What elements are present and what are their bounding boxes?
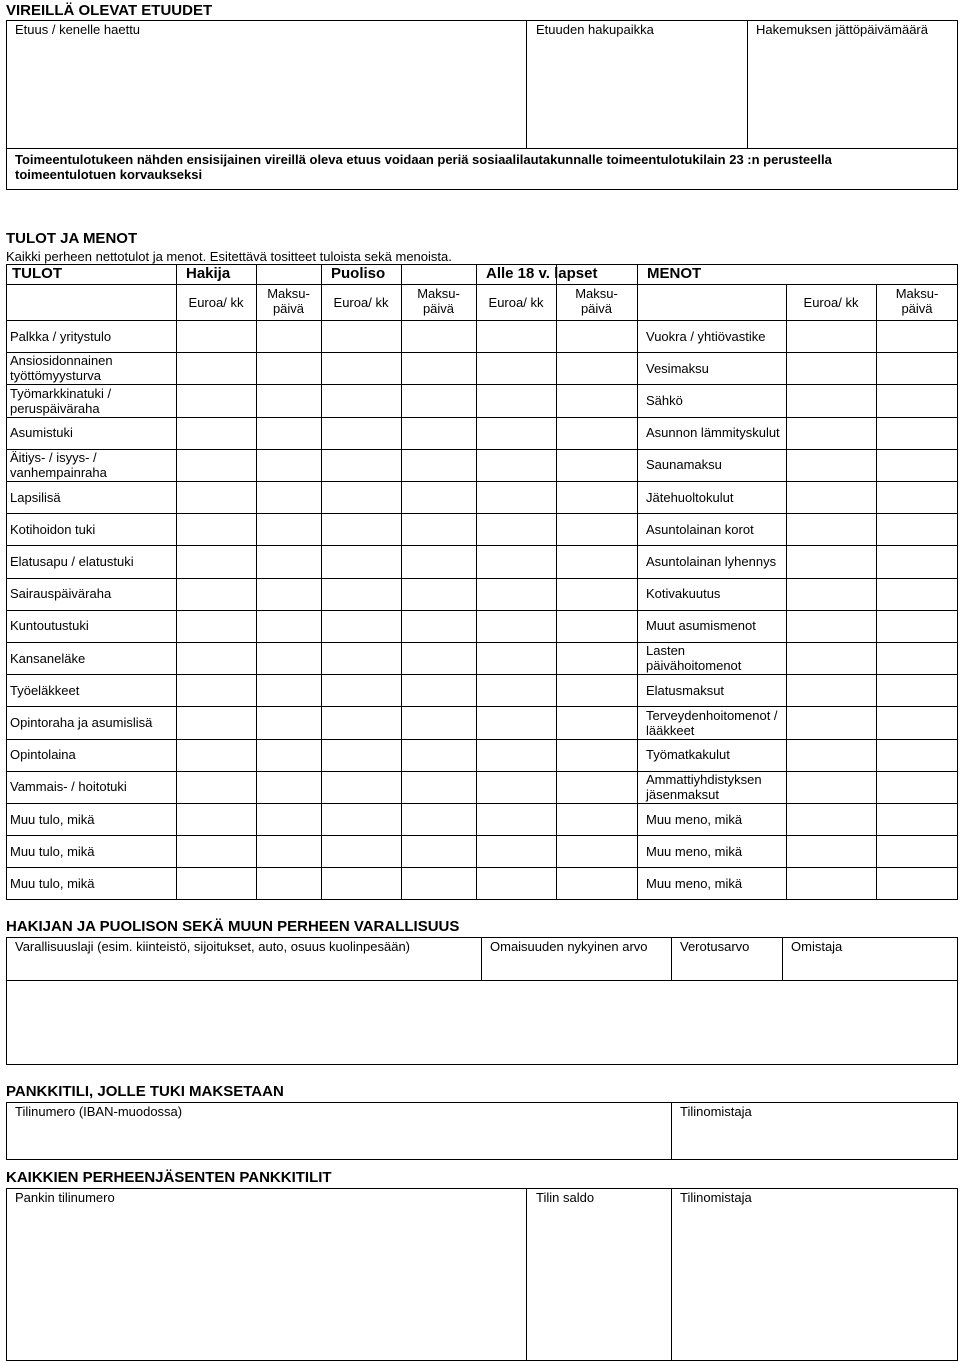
expense-amount-cell[interactable] — [877, 868, 957, 898]
income-amount-cell[interactable] — [477, 353, 555, 383]
expense-amount-cell[interactable] — [877, 804, 957, 834]
hakija-euroa: Euroa/ kk — [188, 295, 244, 310]
puoliso-euroa: Euroa/ kk — [333, 295, 389, 310]
expense-amount-cell[interactable] — [787, 740, 875, 770]
income-amount-cell[interactable] — [402, 740, 475, 770]
income-amount-cell[interactable] — [322, 385, 400, 415]
income-amount-cell[interactable] — [477, 804, 555, 834]
income-amount-cell[interactable] — [322, 546, 400, 576]
expense-row-label: Asuntolainan korot — [646, 521, 754, 537]
income-amount-cell[interactable] — [477, 546, 555, 576]
income-amount-cell[interactable] — [402, 450, 475, 480]
expense-row-label: Kotivakuutus — [646, 586, 721, 602]
income-row-label: Vammais- / hoitotuki — [10, 779, 127, 795]
income-amount-cell[interactable] — [177, 514, 255, 544]
income-amount-cell[interactable] — [177, 482, 255, 512]
income-row-label: Muu tulo, mikä — [10, 811, 95, 827]
income-amount-cell[interactable] — [257, 450, 320, 480]
income-amount-cell[interactable] — [557, 514, 636, 544]
income-row-label: Asumistuki — [10, 425, 73, 441]
hakija-maksupaiva: Maksu- päivä — [267, 286, 310, 316]
income-subtitle: Kaikki perheen nettotulot ja menot. Esitettävä tositteet tuloista sekä menoista. — [6, 249, 452, 264]
expense-amount-cell[interactable] — [787, 353, 875, 383]
income-row-label: Työeläkkeet — [10, 682, 80, 698]
income-amount-cell[interactable] — [257, 643, 320, 673]
income-amount-cell[interactable] — [177, 643, 255, 673]
expense-amount-cell[interactable] — [787, 836, 875, 866]
income-amount-cell[interactable] — [322, 514, 400, 544]
income-amount-cell[interactable] — [402, 836, 475, 866]
pending-title: VIREILLÄ OLEVAT ETUUDET — [6, 2, 213, 19]
income-amount-cell[interactable] — [322, 643, 400, 673]
expense-amount-cell[interactable] — [787, 514, 875, 544]
income-amount-cell[interactable] — [557, 804, 636, 834]
income-amount-cell[interactable] — [402, 482, 475, 512]
pending-date-input[interactable] — [750, 40, 956, 146]
expense-row-label: Muu meno, mikä — [646, 843, 743, 859]
expense-row-label: Muu meno, mikä — [646, 811, 743, 827]
assets-col-tax: Verotusarvo — [680, 939, 750, 954]
expense-row-label: Terveydenhoitomenot / lääkkeet — [646, 707, 778, 738]
income-amount-cell[interactable] — [322, 353, 400, 383]
income-amount-cell[interactable] — [257, 482, 320, 512]
income-row-label: Ansiosidonnainen työttömyysturva — [10, 353, 113, 384]
income-row-label: Lapsilisä — [10, 489, 61, 505]
income-amount-cell[interactable] — [177, 385, 255, 415]
income-amount-cell[interactable] — [177, 707, 255, 737]
income-amount-cell[interactable] — [177, 450, 255, 480]
income-amount-cell[interactable] — [257, 707, 320, 737]
income-amount-cell[interactable] — [177, 611, 255, 641]
income-row-label: Muu tulo, mikä — [10, 876, 95, 891]
expense-amount-cell[interactable] — [877, 514, 957, 544]
income-amount-cell[interactable] — [402, 418, 475, 448]
income-amount-cell[interactable] — [322, 868, 400, 898]
income-row-label: Kuntoutustuki — [10, 618, 89, 634]
income-amount-cell[interactable] — [257, 836, 320, 866]
income-amount-cell[interactable] — [257, 579, 320, 609]
assets-col-value: Omaisuuden nykyinen arvo — [490, 939, 648, 954]
income-amount-cell[interactable] — [322, 611, 400, 641]
allbank-col-owner: Tilinomistaja — [680, 1190, 752, 1205]
assets-col-owner: Omistaja — [791, 939, 843, 954]
allbank-owner-input[interactable] — [674, 1208, 956, 1358]
income-amount-cell[interactable] — [557, 707, 636, 737]
expense-row-label: Muut asumismenot — [646, 618, 756, 634]
allbank-title: KAIKKIEN PERHEENJÄSENTEN PANKKITILIT — [6, 1169, 332, 1186]
expense-row-label: Lasten päivähoitomenot — [646, 643, 742, 674]
puoliso-maksupaiva: Maksu- päivä — [417, 286, 460, 316]
expense-row-label: Asuntolainan lyhennys — [646, 554, 777, 569]
bank-title: PANKKITILI, JOLLE TUKI MAKSETAAN — [6, 1083, 284, 1100]
income-h-tulot: TULOT — [12, 265, 62, 282]
expense-amount-cell[interactable] — [877, 707, 957, 737]
income-amount-cell[interactable] — [322, 579, 400, 609]
income-amount-cell[interactable] — [322, 450, 400, 480]
assets-type-input[interactable] — [8, 958, 478, 978]
income-amount-cell[interactable] — [402, 675, 475, 705]
expense-amount-cell[interactable] — [877, 579, 957, 609]
expense-amount-cell[interactable] — [877, 772, 957, 802]
income-amount-cell[interactable] — [477, 740, 555, 770]
income-amount-cell[interactable] — [177, 772, 255, 802]
income-amount-cell[interactable] — [557, 579, 636, 609]
income-row-label: Työmarkkinatuki / peruspäiväraha — [10, 385, 112, 416]
allbank-col-balance: Tilin saldo — [536, 1190, 595, 1205]
income-amount-cell[interactable] — [177, 418, 255, 448]
income-amount-cell[interactable] — [557, 643, 636, 673]
income-amount-cell[interactable] — [402, 514, 475, 544]
income-amount-cell[interactable] — [557, 836, 636, 866]
income-amount-cell[interactable] — [257, 675, 320, 705]
income-amount-cell[interactable] — [177, 836, 255, 866]
bank-owner-input[interactable] — [674, 1122, 956, 1157]
income-amount-cell[interactable] — [177, 546, 255, 576]
income-row-label: Opintoraha ja asumislisä — [10, 715, 153, 730]
pending-place-input[interactable] — [530, 40, 744, 146]
income-amount-cell[interactable] — [177, 868, 255, 898]
assets-tax-input[interactable] — [674, 958, 780, 978]
income-amount-cell[interactable] — [557, 611, 636, 641]
income-amount-cell[interactable] — [322, 804, 400, 834]
income-row-label: Äitiys- / isyys- / vanhempainraha — [10, 449, 107, 480]
income-amount-cell[interactable] — [257, 353, 320, 383]
income-row-label: Sairauspäiväraha — [10, 586, 112, 602]
income-amount-cell[interactable] — [322, 707, 400, 737]
bank-iban-input[interactable] — [8, 1122, 668, 1157]
lapset-maksupaiva: Maksu- päivä — [575, 286, 618, 316]
expense-row-label: Elatusmaksut — [646, 682, 725, 698]
income-amount-cell[interactable] — [402, 707, 475, 737]
income-amount-cell[interactable] — [322, 482, 400, 512]
bank-col-iban: Tilinumero (IBAN-muodossa) — [15, 1104, 183, 1119]
expense-amount-cell[interactable] — [787, 482, 875, 512]
assets-col-type: Varallisuuslaji (esim. kiinteistö, sijoitukset, auto, osuus kuolinpesään) — [15, 939, 411, 954]
income-h-menot: MENOT — [647, 265, 702, 282]
expense-amount-cell[interactable] — [787, 772, 875, 802]
income-amount-cell[interactable] — [477, 707, 555, 737]
expense-amount-cell[interactable] — [787, 321, 875, 351]
pending-col-date: Hakemuksen jättöpäivämäärä — [756, 22, 928, 37]
expense-row-label: Asunnon lämmityskulut — [646, 425, 780, 441]
income-amount-cell[interactable] — [557, 868, 636, 898]
expense-amount-cell[interactable] — [877, 321, 957, 351]
income-amount-cell[interactable] — [177, 353, 255, 383]
income-row-label: Palkka / yritystulo — [10, 328, 112, 344]
expense-amount-cell[interactable] — [877, 450, 957, 480]
expense-amount-cell[interactable] — [787, 643, 875, 673]
income-row-label: Muu tulo, mikä — [10, 843, 95, 859]
expense-row-label: Saunamaksu — [646, 457, 722, 473]
expense-amount-cell[interactable] — [787, 579, 875, 609]
income-amount-cell[interactable] — [177, 740, 255, 770]
income-amount-cell[interactable] — [402, 546, 475, 576]
income-amount-cell[interactable] — [257, 611, 320, 641]
income-amount-cell[interactable] — [477, 482, 555, 512]
expense-amount-cell[interactable] — [877, 611, 957, 641]
income-amount-cell[interactable] — [557, 772, 636, 802]
expense-amount-cell[interactable] — [877, 353, 957, 383]
expense-amount-cell[interactable] — [787, 611, 875, 641]
income-amount-cell[interactable] — [557, 482, 636, 512]
income-h-hakija: Hakija — [186, 265, 231, 282]
income-amount-cell[interactable] — [322, 418, 400, 448]
income-amount-cell[interactable] — [477, 836, 555, 866]
income-amount-cell[interactable] — [257, 385, 320, 415]
expense-row-label: Muu meno, mikä — [646, 876, 743, 891]
income-amount-cell[interactable] — [402, 353, 475, 383]
expense-row-label: Vesimaksu — [646, 360, 709, 376]
income-amount-cell[interactable] — [322, 321, 400, 351]
income-amount-cell[interactable] — [557, 353, 636, 383]
income-amount-cell[interactable] — [477, 868, 555, 898]
pending-col-place: Etuuden hakupaikka — [536, 22, 654, 37]
income-amount-cell[interactable] — [402, 868, 475, 898]
expense-amount-cell[interactable] — [787, 675, 875, 705]
income-amount-cell[interactable] — [402, 579, 475, 609]
income-row-label: Elatusapu / elatustuki — [10, 554, 134, 569]
income-amount-cell[interactable] — [177, 804, 255, 834]
expense-amount-cell[interactable] — [877, 546, 957, 576]
income-amount-cell[interactable] — [402, 643, 475, 673]
income-amount-cell[interactable] — [402, 385, 475, 415]
income-amount-cell[interactable] — [257, 772, 320, 802]
income-amount-cell[interactable] — [557, 546, 636, 576]
income-amount-cell[interactable] — [477, 514, 555, 544]
expense-amount-cell[interactable] — [787, 546, 875, 576]
income-amount-cell[interactable] — [257, 546, 320, 576]
expense-amount-cell[interactable] — [877, 385, 957, 415]
income-amount-cell[interactable] — [477, 643, 555, 673]
income-amount-cell[interactable] — [177, 321, 255, 351]
expense-amount-cell[interactable] — [787, 707, 875, 737]
income-amount-cell[interactable] — [557, 321, 636, 351]
pending-col-benefit: Etuus / kenelle haettu — [15, 22, 141, 37]
income-amount-cell[interactable] — [557, 418, 636, 448]
expense-amount-cell[interactable] — [787, 385, 875, 415]
income-amount-cell[interactable] — [322, 772, 400, 802]
income-amount-cell[interactable] — [257, 740, 320, 770]
income-amount-cell[interactable] — [402, 772, 475, 802]
assets-title: HAKIJAN JA PUOLISON SEKÄ MUUN PERHEEN VARALLISUUS — [6, 918, 460, 935]
pending-note: Toimeentulotukeen nähden ensisijainen vireillä oleva etuus voidaan periä sosiaalilautakunnalle toimeentulotukilain 23 :n perusteella toimeentulotuen korvaukseksi — [15, 152, 832, 182]
income-h-puoliso: Puoliso — [331, 265, 386, 282]
menot-maksupaiva: Maksu- päivä — [895, 286, 939, 316]
income-amount-cell[interactable] — [477, 579, 555, 609]
menot-euroa: Euroa/ kk — [803, 295, 859, 310]
income-amount-cell[interactable] — [477, 450, 555, 480]
assets-owner-input[interactable] — [785, 958, 955, 978]
income-row-label: Kotihoidon tuki — [10, 521, 96, 537]
pending-benefit-input[interactable] — [50, 50, 520, 140]
assets-extra-area[interactable] — [8, 982, 956, 1062]
income-row-label: Kansaneläke — [10, 650, 86, 666]
expense-amount-cell[interactable] — [877, 482, 957, 512]
income-amount-cell[interactable] — [477, 611, 555, 641]
expense-amount-cell[interactable] — [877, 836, 957, 866]
expense-amount-cell[interactable] — [787, 868, 875, 898]
income-amount-cell[interactable] — [402, 321, 475, 351]
income-row-label: Opintolaina — [10, 747, 76, 763]
expense-row-label: Sähkö — [646, 393, 683, 408]
allbank-account-input[interactable] — [8, 1208, 523, 1358]
expense-amount-cell[interactable] — [787, 804, 875, 834]
expense-row-label: Ammattiyhdistyksen jäsenmaksut — [646, 771, 762, 802]
income-amount-cell[interactable] — [322, 836, 400, 866]
expense-amount-cell[interactable] — [877, 418, 957, 448]
expense-row-label: Jätehuoltokulut — [646, 489, 734, 505]
income-amount-cell[interactable] — [402, 804, 475, 834]
expense-amount-cell[interactable] — [877, 643, 957, 673]
income-amount-cell[interactable] — [257, 418, 320, 448]
expense-amount-cell[interactable] — [877, 675, 957, 705]
allbank-balance-input[interactable] — [529, 1208, 669, 1358]
income-amount-cell[interactable] — [177, 675, 255, 705]
expense-row-label: Vuokra / yhtiövastike — [646, 328, 766, 344]
lapset-euroa: Euroa/ kk — [488, 295, 544, 310]
income-amount-cell[interactable] — [477, 385, 555, 415]
income-amount-cell[interactable] — [557, 385, 636, 415]
income-amount-cell[interactable] — [257, 321, 320, 351]
income-amount-cell[interactable] — [557, 740, 636, 770]
allbank-col-account: Pankin tilinumero — [15, 1190, 115, 1205]
assets-value-input[interactable] — [484, 958, 669, 978]
income-h-lapset: Alle 18 v. lapset — [486, 265, 598, 282]
income-amount-cell[interactable] — [322, 675, 400, 705]
income-amount-cell[interactable] — [177, 579, 255, 609]
income-amount-cell[interactable] — [477, 772, 555, 802]
expense-amount-cell[interactable] — [787, 450, 875, 480]
expense-amount-cell[interactable] — [877, 740, 957, 770]
income-amount-cell[interactable] — [477, 675, 555, 705]
income-amount-cell[interactable] — [257, 804, 320, 834]
income-amount-cell[interactable] — [322, 740, 400, 770]
bank-col-owner: Tilinomistaja — [680, 1104, 752, 1119]
income-amount-cell[interactable] — [257, 514, 320, 544]
income-amount-cell[interactable] — [477, 418, 555, 448]
income-amount-cell[interactable] — [257, 868, 320, 898]
income-amount-cell[interactable] — [557, 675, 636, 705]
income-title: TULOT JA MENOT — [6, 230, 138, 247]
expense-row-label: Työmatkakulut — [646, 747, 730, 763]
income-amount-cell[interactable] — [477, 321, 555, 351]
expense-amount-cell[interactable] — [787, 418, 875, 448]
income-amount-cell[interactable] — [402, 611, 475, 641]
income-amount-cell[interactable] — [557, 450, 636, 480]
